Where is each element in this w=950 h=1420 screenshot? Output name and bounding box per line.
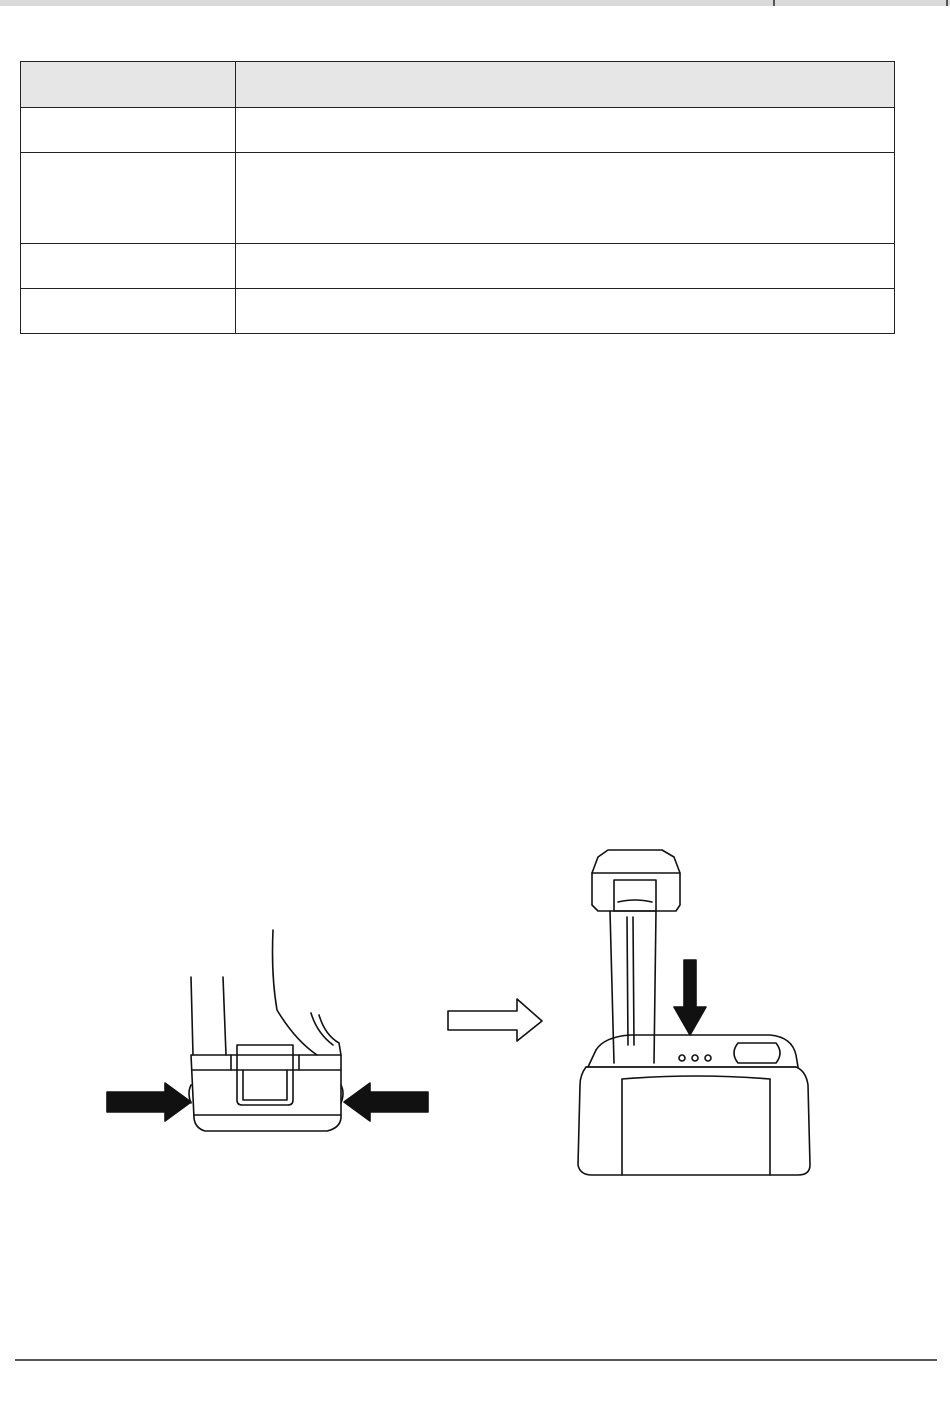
charging-dock-illustration [570,845,820,1180]
handle-outline [191,977,193,1055]
dock-body-panel [622,1076,770,1079]
latch-guide [231,1055,299,1070]
table-row [21,108,895,153]
press-arrow-right [107,1083,191,1121]
dock-top [588,1050,596,1067]
dock-top [596,1035,798,1067]
spec-table [20,61,895,334]
dock-slot [734,1043,780,1063]
handle-outline [311,1013,333,1045]
table-row [21,244,895,289]
indicator-led [692,1055,698,1061]
latch-tab [243,1070,287,1100]
table-cell [21,108,236,153]
handle-outline [273,930,318,1055]
press-arrow-left [344,1083,428,1121]
footer-rule [15,1359,937,1361]
handle-latch [614,880,656,911]
table-cell [236,244,895,289]
top-edge-strip [0,0,950,6]
dock-body [578,1067,810,1175]
table-cell [21,289,236,334]
table-cell [21,244,236,289]
table-cell [21,153,236,244]
table-cell [236,289,895,334]
handle-shaft [627,917,634,1045]
next-step-arrow-icon [445,995,545,1045]
handle-outline [223,977,226,1055]
table-cell [236,153,895,244]
table-row [21,153,895,244]
crop-mark [773,0,775,6]
indicator-led [679,1055,685,1061]
table-row [21,289,895,334]
header-cell [21,62,236,108]
latch-tab [237,1045,293,1105]
table-cell [236,108,895,153]
handle-base-cap [191,1055,341,1131]
insert-arrow-down [674,960,706,1035]
crop-mark [946,0,948,6]
table-header-row [21,62,895,108]
header-cell [236,62,895,108]
indicator-led [705,1055,711,1061]
handle-latch [618,900,652,902]
dock-body-panel [622,1079,770,1175]
handle-release-illustration [95,915,440,1150]
